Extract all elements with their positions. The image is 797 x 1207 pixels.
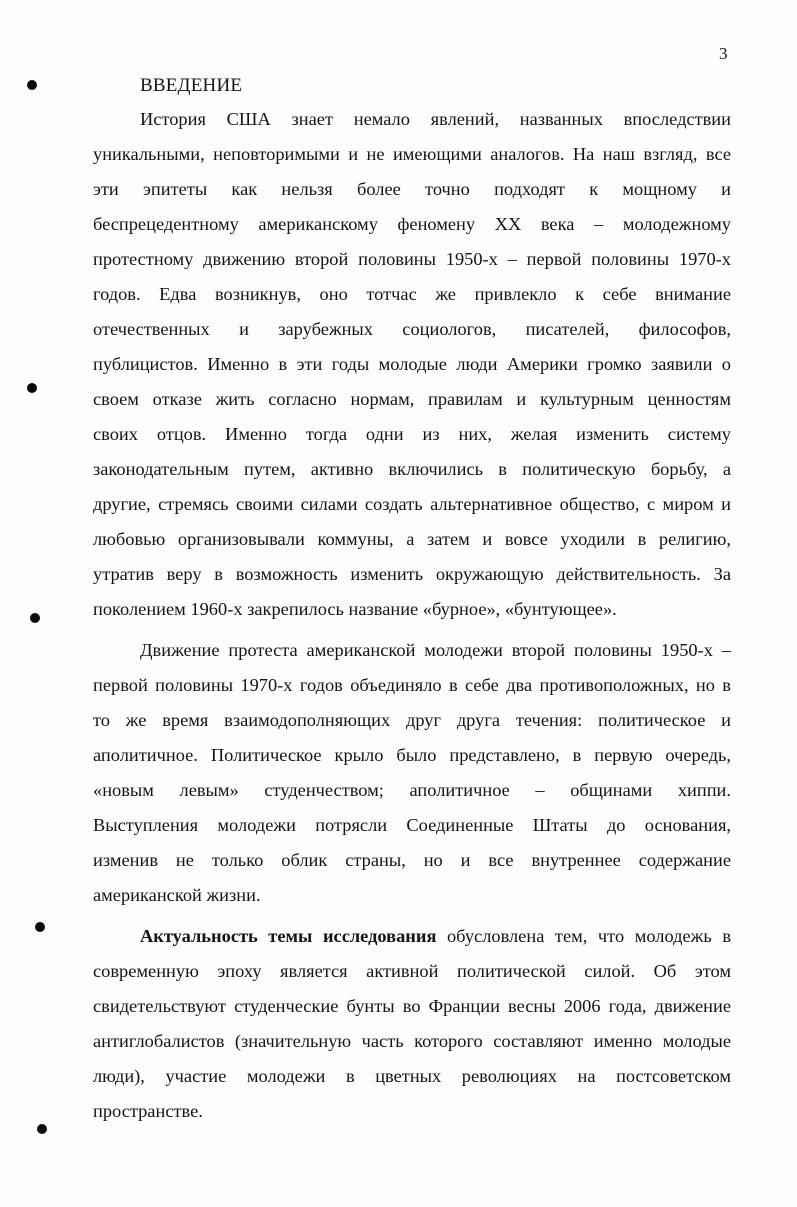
paragraph-1-line: публицистов. Именно в эти годы молодые люди Америки громко заявили о [93,354,731,374]
binder-hole-mark [30,613,40,623]
paragraph-3-first-line-rest: обусловлена тем, что молодежь в [436,926,732,946]
paragraph-1-line: своих отцов. Именно тогда одни из них, желая изменить систему [93,424,731,444]
paragraph-1-line: уникальными, неповторимыми и не имеющими аналогов. На наш взгляд, все [93,144,731,164]
paragraph-3-line: антиглобалистов (значительную часть которого составляют именно молодые [93,1031,731,1051]
paragraph-3-first-line [93,919,731,954]
paragraph-2-line: американской жизни. [93,885,261,905]
paragraph-1-line: годов. Едва возникнув, оно тотчас же привлекло к себе внимание [93,284,731,304]
section-heading: ВВЕДЕНИЕ [140,75,243,96]
paragraph-1-line: законодательным путем, активно включились в политическую борьбу, а [93,459,731,479]
page-number: 3 [719,44,728,63]
paragraph-1-line: протестному движению второй половины 1950-х – первой половины 1970-х [93,249,731,269]
relevance-bold-lead: Актуальность темы исследования [140,926,437,946]
paragraph-2-line: «новым левым» студенчеством; аполитичное – общинами хиппи. [93,780,731,800]
binder-hole-mark [37,1124,47,1134]
paragraph-1-line: отечественных и зарубежных социологов, писателей, философов, [93,319,731,339]
paragraph-1-line: своем отказе жить согласно нормам, правилам и культурным ценностям [93,389,731,409]
paragraph-1-line: поколением 1960-х закрепилось название «бурное», «бунтующее». [93,599,617,619]
paragraph-1-line: другие, стремясь своими силами создать альтернативное общество, с миром и [93,494,731,514]
binder-hole-mark [27,80,37,90]
paragraph-1-line: любовью организовывали коммуны, а затем и вовсе уходили в религию, [93,529,731,549]
paragraph-1-line: беспрецедентному американскому феномену XX века – молодежному [93,214,731,234]
paragraph-1-line: История США знает немало явлений, названных впоследствии [140,109,731,129]
paragraph-3-line: современную эпоху является активной политической силой. Об этом [93,961,731,981]
paragraph-2-line: аполитичное. Политическое крыло было представлено, в первую очередь, [93,745,731,765]
paragraph-2-line: первой половины 1970-х годов объединяло в себе два противоположных, но в [93,675,731,695]
paragraph-1-line: утратив веру в возможность изменить окружающую действительность. За [93,564,731,584]
paragraph-2-line: Движение протеста американской молодежи второй половины 1950-х – [140,640,731,660]
paragraph-2-line: Выступления молодежи потрясли Соединенные Штаты до основания, [93,815,731,835]
paragraph-3-line: свидетельствуют студенческие бунты во Франции весны 2006 года, движение [93,996,731,1016]
binder-hole-mark [27,383,37,393]
paragraph-1-line: эти эпитеты как нельзя более точно подходят к мощному и [93,179,731,199]
paragraph-2-line: то же время взаимодополняющих друг друга течения: политическое и [93,710,731,730]
paragraph-3-line: люди), участие молодежи в цветных революциях на постсоветском [93,1066,731,1086]
binder-hole-mark [35,922,45,932]
paragraph-2-line: изменив не только облик страны, но и все внутреннее содержание [93,850,731,870]
body-text [93,102,731,1129]
paragraph-3-line: пространстве. [93,1101,203,1121]
